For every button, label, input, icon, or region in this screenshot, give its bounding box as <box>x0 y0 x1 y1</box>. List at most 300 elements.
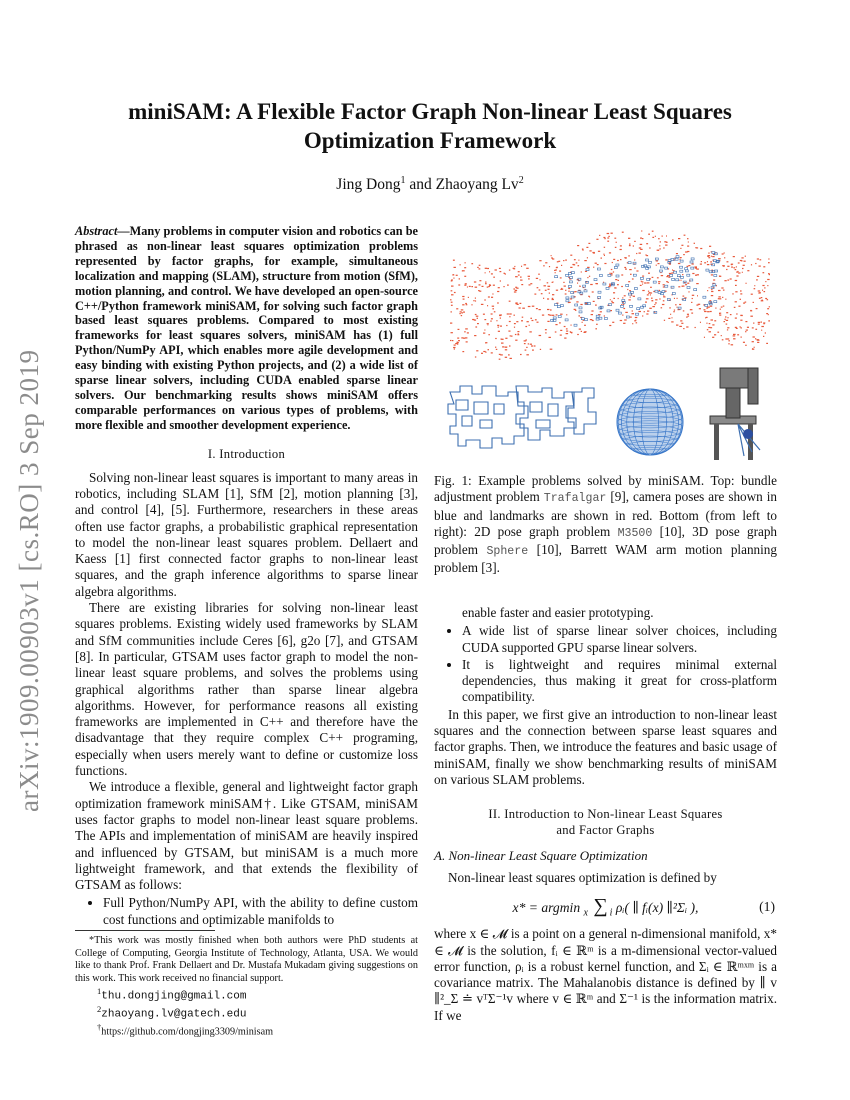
landmark-point <box>671 321 673 322</box>
landmark-point <box>625 258 626 259</box>
landmark-point <box>622 232 624 233</box>
landmark-point <box>628 238 630 239</box>
landmark-point <box>751 264 752 265</box>
camera-pose <box>687 287 690 289</box>
landmark-point <box>727 280 729 281</box>
landmark-point <box>557 261 559 262</box>
landmark-point <box>501 339 503 340</box>
landmark-point <box>698 304 701 305</box>
landmark-point <box>485 268 487 269</box>
landmark-point <box>736 328 738 329</box>
landmark-point <box>666 242 668 243</box>
camera-pose <box>553 317 556 319</box>
camera-pose <box>569 285 572 287</box>
landmark-point <box>457 338 459 339</box>
landmark-point <box>733 334 736 335</box>
landmark-point <box>592 252 594 253</box>
landmark-point <box>515 303 517 304</box>
landmark-point <box>461 337 463 338</box>
landmark-point <box>731 344 734 345</box>
landmark-point <box>488 296 490 297</box>
author-2-mark: 2 <box>518 175 524 186</box>
landmark-point <box>563 260 564 261</box>
camera-pose <box>674 271 677 273</box>
landmark-point <box>552 299 554 300</box>
landmark-point <box>655 299 657 300</box>
landmark-point <box>542 315 544 316</box>
landmark-point <box>704 311 707 312</box>
landmark-point <box>630 317 632 318</box>
landmark-point <box>720 309 721 310</box>
camera-pose <box>585 319 588 321</box>
landmark-point <box>454 292 456 293</box>
landmark-point <box>566 333 569 334</box>
landmark-point <box>451 332 453 333</box>
landmark-point <box>584 325 586 326</box>
landmark-point <box>514 323 516 324</box>
camera-pose <box>643 305 646 307</box>
landmark-point <box>657 277 659 278</box>
camera-pose <box>665 285 668 287</box>
camera-pose <box>690 279 693 281</box>
landmark-point <box>527 321 529 322</box>
landmark-point <box>577 334 579 335</box>
landmark-point <box>611 273 613 274</box>
landmark-point <box>491 352 493 353</box>
landmark-point <box>672 317 673 318</box>
camera-pose <box>677 275 680 277</box>
landmark-point <box>730 278 732 279</box>
landmark-point <box>741 315 743 316</box>
landmark-point <box>505 349 507 350</box>
landmark-point <box>646 298 649 299</box>
landmark-point <box>530 283 532 284</box>
landmark-point <box>471 286 473 287</box>
landmark-point <box>635 317 638 318</box>
landmark-point <box>574 291 577 292</box>
landmark-point <box>592 320 594 321</box>
landmark-point <box>657 250 660 251</box>
section-heading-2: II. Introduction to Non-linear Least Squares and Factor Graphs <box>488 807 723 838</box>
landmark-point <box>545 332 546 333</box>
landmark-point <box>494 311 496 312</box>
landmark-point <box>576 301 578 302</box>
landmark-point <box>465 303 467 304</box>
camera-pose <box>660 266 663 268</box>
landmark-point <box>471 263 473 264</box>
landmark-point <box>727 338 729 339</box>
landmark-point <box>553 281 554 282</box>
landmark-point <box>705 317 706 318</box>
landmark-point <box>644 282 647 283</box>
camera-pose <box>558 316 561 318</box>
feature-bullet-2: • A wide list of sparse linear solver choices, including CUDA supported GPU sparse linear solvers. <box>462 623 777 656</box>
landmark-point <box>453 347 455 348</box>
landmark-point <box>502 346 504 347</box>
landmark-point <box>695 327 696 328</box>
landmark-point <box>522 308 525 309</box>
abstract <box>75 224 418 433</box>
landmark-point <box>595 305 597 306</box>
landmark-point <box>688 316 690 317</box>
landmark-point <box>701 261 702 262</box>
camera-pose <box>676 256 679 258</box>
landmark-point <box>477 267 479 268</box>
landmark-point <box>753 336 755 337</box>
landmark-point <box>513 288 515 289</box>
landmark-point <box>552 258 554 259</box>
landmark-point <box>687 266 689 267</box>
landmark-point <box>683 254 685 255</box>
landmark-point <box>652 277 654 278</box>
landmark-point <box>524 264 527 265</box>
landmark-point <box>659 290 661 291</box>
landmark-point <box>550 309 552 310</box>
landmark-point <box>499 315 501 316</box>
landmark-point <box>765 281 766 282</box>
landmark-point <box>584 260 587 261</box>
landmark-point <box>576 262 578 263</box>
landmark-point <box>722 265 725 266</box>
landmark-point <box>499 268 501 269</box>
landmark-point <box>529 284 531 285</box>
landmark-point <box>509 301 511 302</box>
landmark-point <box>603 254 604 255</box>
author-and: and <box>409 176 432 194</box>
landmark-point <box>709 246 711 247</box>
landmark-point <box>752 341 754 342</box>
figure-bundle-adjustment <box>450 230 770 359</box>
landmark-point <box>666 235 667 236</box>
landmark-point <box>753 323 754 324</box>
landmark-point <box>683 296 685 297</box>
camera-pose <box>579 311 582 313</box>
landmark-point <box>745 321 747 322</box>
landmark-point <box>668 318 670 319</box>
landmark-point <box>587 257 588 258</box>
landmark-point <box>596 324 598 325</box>
camera-pose <box>580 292 583 294</box>
landmark-point <box>768 262 770 263</box>
landmark-point <box>665 245 667 246</box>
camera-pose <box>653 281 656 283</box>
camera-pose <box>570 277 573 279</box>
equation-rhs: ρᵢ( ∥ fᵢ(x) ∥²Σᵢ ), <box>615 899 699 915</box>
camera-pose <box>584 290 587 292</box>
landmark-point <box>765 298 767 299</box>
landmark-point <box>629 269 632 270</box>
landmark-point <box>568 288 570 289</box>
landmark-point <box>528 306 531 307</box>
landmark-point <box>520 280 522 281</box>
landmark-point <box>515 287 517 288</box>
landmark-point <box>543 265 545 266</box>
landmark-point <box>565 293 567 294</box>
landmark-point <box>737 334 739 335</box>
landmark-point <box>590 284 593 285</box>
landmark-point <box>640 285 642 286</box>
landmark-point <box>752 327 754 328</box>
landmark-point <box>491 273 493 274</box>
landmark-point <box>672 239 674 240</box>
landmark-point <box>535 319 537 320</box>
landmark-point <box>462 296 464 297</box>
landmark-point <box>483 314 485 315</box>
landmark-point <box>593 267 594 268</box>
landmark-point <box>639 247 641 248</box>
landmark-point <box>719 298 722 299</box>
landmark-point <box>574 259 576 260</box>
landmark-point <box>466 341 468 342</box>
landmark-point <box>612 302 614 303</box>
landmark-point <box>451 286 454 287</box>
landmark-point <box>485 342 487 343</box>
landmark-point <box>461 312 463 313</box>
landmark-point <box>646 243 648 244</box>
landmark-point <box>461 309 464 310</box>
landmark-point <box>554 270 556 271</box>
landmark-point <box>696 283 699 284</box>
camera-pose <box>714 301 717 303</box>
landmark-point <box>584 331 586 332</box>
landmark-point <box>642 281 644 282</box>
landmark-point <box>672 269 673 270</box>
landmark-point <box>560 330 562 331</box>
landmark-point <box>758 290 761 291</box>
landmark-point <box>463 312 465 313</box>
landmark-point <box>539 260 541 261</box>
landmark-point <box>465 283 467 284</box>
landmark-point <box>722 297 723 298</box>
landmark-point <box>694 266 697 267</box>
landmark-point <box>740 320 742 321</box>
landmark-point <box>642 315 643 316</box>
camera-pose <box>634 288 637 290</box>
landmark-point <box>659 245 660 246</box>
landmark-point <box>763 322 765 323</box>
landmark-point <box>735 318 737 319</box>
landmark-point <box>718 298 719 299</box>
camera-pose <box>598 291 601 293</box>
landmark-point <box>745 256 746 257</box>
landmark-point <box>659 298 660 299</box>
landmark-point <box>725 338 727 339</box>
landmark-point <box>634 241 636 242</box>
landmark-point <box>650 294 651 295</box>
landmark-point <box>736 313 737 314</box>
landmark-point <box>663 247 664 248</box>
landmark-point <box>578 260 579 261</box>
landmark-point <box>482 286 484 287</box>
camera-pose <box>691 267 694 269</box>
landmark-point <box>577 283 578 284</box>
landmark-point <box>717 332 719 333</box>
camera-pose <box>648 261 651 263</box>
landmark-point <box>464 285 466 286</box>
landmark-point <box>552 294 554 295</box>
landmark-point <box>623 304 624 305</box>
landmark-point <box>681 245 683 246</box>
landmark-point <box>677 298 678 299</box>
landmark-point <box>712 337 714 338</box>
landmark-point <box>489 284 491 285</box>
landmark-point <box>658 281 660 282</box>
landmark-point <box>500 354 503 355</box>
landmark-point <box>694 243 695 244</box>
landmark-point <box>707 290 708 291</box>
landmark-point <box>718 290 721 291</box>
landmark-point <box>707 311 710 312</box>
landmark-point <box>615 279 617 280</box>
landmark-point <box>763 336 764 337</box>
landmark-point <box>710 327 712 328</box>
camera-pose <box>618 312 621 314</box>
landmark-point <box>658 263 660 264</box>
landmark-point <box>768 258 769 259</box>
camera-pose <box>691 258 694 260</box>
landmark-point <box>534 345 536 346</box>
landmark-point <box>459 278 460 279</box>
landmark-point <box>509 316 510 317</box>
feature-bullet-1: • Full Python/NumPy API, with the ability to define custom cost functions and optimizable manifolds to <box>103 895 418 928</box>
footnote-email-2: $^2$zhaoyang.lv@gatech.edu <box>97 1004 247 1021</box>
landmark-point <box>570 298 572 299</box>
camera-pose <box>646 267 649 269</box>
landmark-point <box>516 321 518 322</box>
landmark-point <box>515 340 517 341</box>
landmark-point <box>682 286 684 287</box>
landmark-point <box>745 331 746 332</box>
landmark-point <box>620 245 622 246</box>
landmark-point <box>477 323 479 324</box>
landmark-point <box>551 255 552 256</box>
nlls-definition: Non-linear least squares optimization is defined by <box>448 870 717 886</box>
landmark-point <box>530 318 532 319</box>
camera-pose <box>604 318 607 320</box>
feature-list-part-2 <box>434 623 777 705</box>
landmark-point <box>595 263 597 264</box>
landmark-point <box>609 252 611 253</box>
landmark-point <box>649 247 650 248</box>
landmark-point <box>556 290 558 291</box>
camera-pose <box>706 269 709 271</box>
landmark-point <box>686 326 688 327</box>
camera-pose <box>609 304 612 306</box>
landmark-point <box>723 306 725 307</box>
landmark-point <box>663 296 665 297</box>
landmark-point <box>549 315 551 316</box>
landmark-point <box>709 300 711 301</box>
landmark-point <box>704 309 706 310</box>
landmark-point <box>526 268 529 269</box>
landmark-point <box>604 247 605 248</box>
landmark-point <box>526 347 527 348</box>
camera-pose <box>616 309 619 311</box>
landmark-point <box>686 317 688 318</box>
landmark-point <box>570 255 572 256</box>
landmark-point <box>654 312 655 313</box>
landmark-point <box>652 237 654 238</box>
landmark-point <box>742 268 744 269</box>
landmark-point <box>598 251 600 252</box>
camera-pose <box>680 266 683 268</box>
landmark-point <box>528 278 530 279</box>
landmark-point <box>663 295 664 296</box>
camera-pose <box>680 260 683 262</box>
landmark-point <box>451 290 453 291</box>
camera-pose <box>603 283 606 285</box>
landmark-point <box>524 343 526 344</box>
landmark-point <box>517 331 519 332</box>
landmark-point <box>710 306 712 307</box>
camera-pose <box>687 274 690 276</box>
landmark-point <box>728 340 730 341</box>
landmark-point <box>656 265 657 266</box>
landmark-point <box>728 343 729 344</box>
landmark-point <box>505 357 507 358</box>
camera-pose <box>566 297 569 299</box>
landmark-point <box>504 273 506 274</box>
landmark-point <box>652 306 655 307</box>
landmark-point <box>603 237 605 238</box>
landmark-point <box>763 266 765 267</box>
camera-pose <box>637 308 640 310</box>
landmark-point <box>718 296 720 297</box>
landmark-point <box>514 266 515 267</box>
landmark-point <box>678 238 680 239</box>
landmark-point <box>733 338 735 339</box>
landmark-point <box>645 302 647 303</box>
landmark-point <box>688 241 689 242</box>
landmark-point <box>679 326 682 327</box>
landmark-point <box>685 284 687 285</box>
figure-wam-arm <box>710 368 760 460</box>
landmark-point <box>727 327 729 328</box>
landmark-point <box>740 299 741 300</box>
landmark-point <box>654 304 655 305</box>
landmark-point <box>707 261 708 262</box>
landmark-point <box>757 258 759 259</box>
landmark-point <box>746 283 747 284</box>
landmark-point <box>759 266 761 267</box>
landmark-point <box>741 257 743 258</box>
landmark-point <box>548 286 551 287</box>
landmark-point <box>655 302 657 303</box>
landmark-point <box>669 307 671 308</box>
landmark-point <box>597 264 599 265</box>
landmark-point <box>548 289 550 290</box>
landmark-point <box>479 291 481 292</box>
landmark-point <box>711 295 713 296</box>
landmark-point <box>730 314 732 315</box>
landmark-point <box>534 294 536 295</box>
landmark-point <box>625 269 627 270</box>
landmark-point <box>514 315 515 316</box>
landmark-point <box>647 282 650 283</box>
landmark-point <box>453 274 454 275</box>
landmark-point <box>764 291 766 292</box>
camera-pose <box>646 259 649 261</box>
landmark-point <box>662 304 665 305</box>
camera-pose <box>642 265 645 267</box>
camera-pose <box>690 261 693 263</box>
landmark-point <box>540 349 541 350</box>
camera-pose <box>626 316 629 318</box>
camera-pose <box>620 305 623 307</box>
landmark-point <box>492 308 494 309</box>
landmark-point <box>505 347 508 348</box>
landmark-point <box>587 277 588 278</box>
